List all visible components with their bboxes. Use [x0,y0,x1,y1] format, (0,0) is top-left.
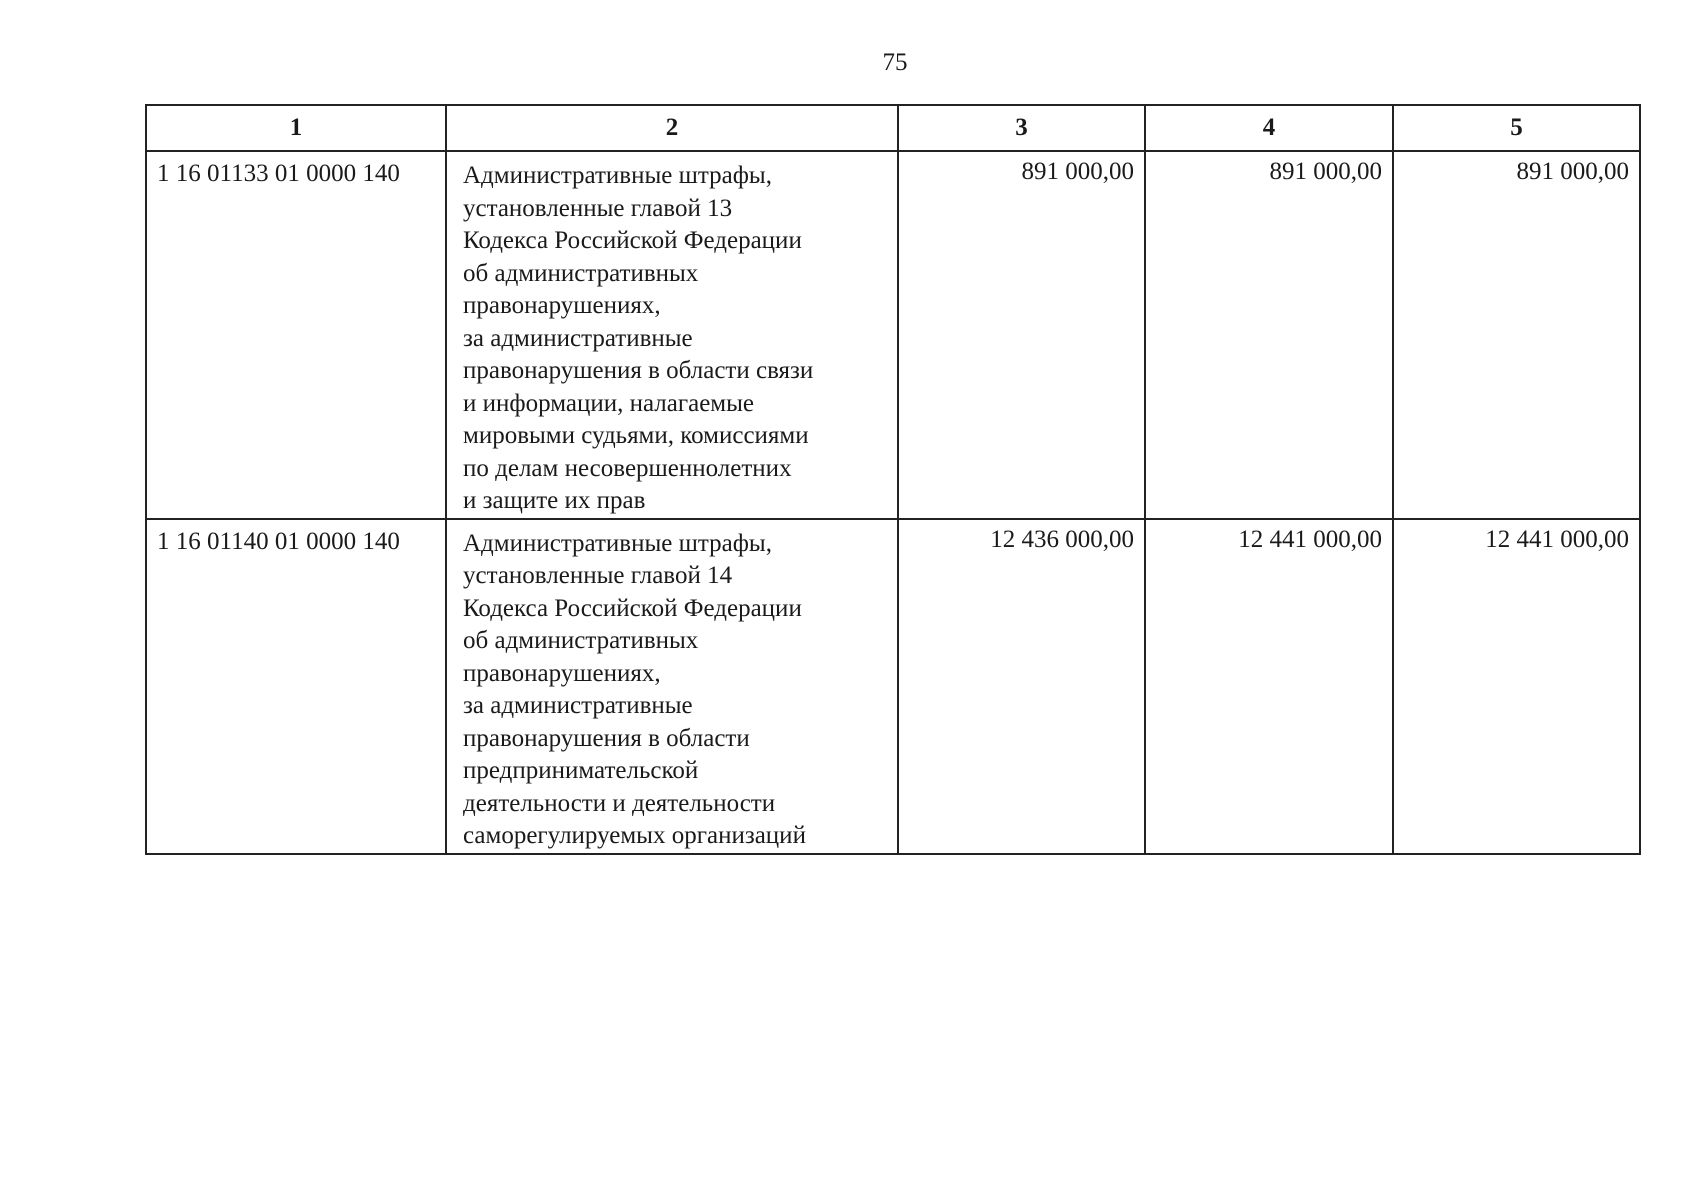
description-line: саморегулируемых организаций [463,822,806,849]
column-header-3: 3 [898,105,1145,151]
budget-code-cell: 1 16 01133 01 0000 140 [146,151,446,519]
amount-cell-col3: 891 000,00 [898,151,1145,519]
description-line: предпринимательской [463,757,699,784]
description-line: Кодекса Российской Федерации [463,227,802,254]
description-line: мировыми судьями, комиссиями [463,422,809,449]
description-line: деятельности и деятельности [463,789,776,817]
budget-code-cell: 1 16 01140 01 0000 140 [146,519,446,854]
table-header-row [146,105,1640,151]
page-number: 75 [882,49,908,76]
description-line: правонарушениях, [463,292,661,319]
description-line: установленные главой 13 [463,194,733,222]
amount-cell-col4: 12 441 000,00 [1145,519,1393,854]
description-line: правонарушения в области связи [463,357,814,384]
description-line: об административных [463,259,699,287]
description-cell [446,151,898,519]
amount-cell-col3: 12 436 000,00 [898,519,1145,854]
description-line: Кодекса Российской Федерации [463,594,802,622]
amount-cell-col5: 891 000,00 [1393,151,1640,519]
description-line: Административные штрафы, [463,529,772,557]
table-row [146,519,1640,854]
description-line: об административных [463,627,699,654]
amount-cell-col4: 891 000,00 [1145,151,1393,519]
description-line: за административные [463,324,693,352]
description-line: правонарушениях, [463,659,661,687]
description-line: по делам несовершеннолетних [463,454,792,482]
amount-cell-col5: 12 441 000,00 [1393,519,1640,854]
column-header-5: 5 [1393,105,1640,151]
description-line: и информации, налагаемые [463,389,755,417]
description-line: Административные штрафы, [463,162,772,189]
description-line: правонарушения в области [463,724,750,752]
description-cell [446,519,898,854]
description-line: установленные главой 14 [463,562,733,589]
column-header-2: 2 [446,105,898,151]
description-line: и защите их прав [463,487,646,514]
table-row [146,151,1640,519]
column-header-4: 4 [1145,105,1393,151]
budget-table [145,104,1641,855]
description-line: за административные [463,692,693,719]
column-header-1: 1 [146,105,446,151]
